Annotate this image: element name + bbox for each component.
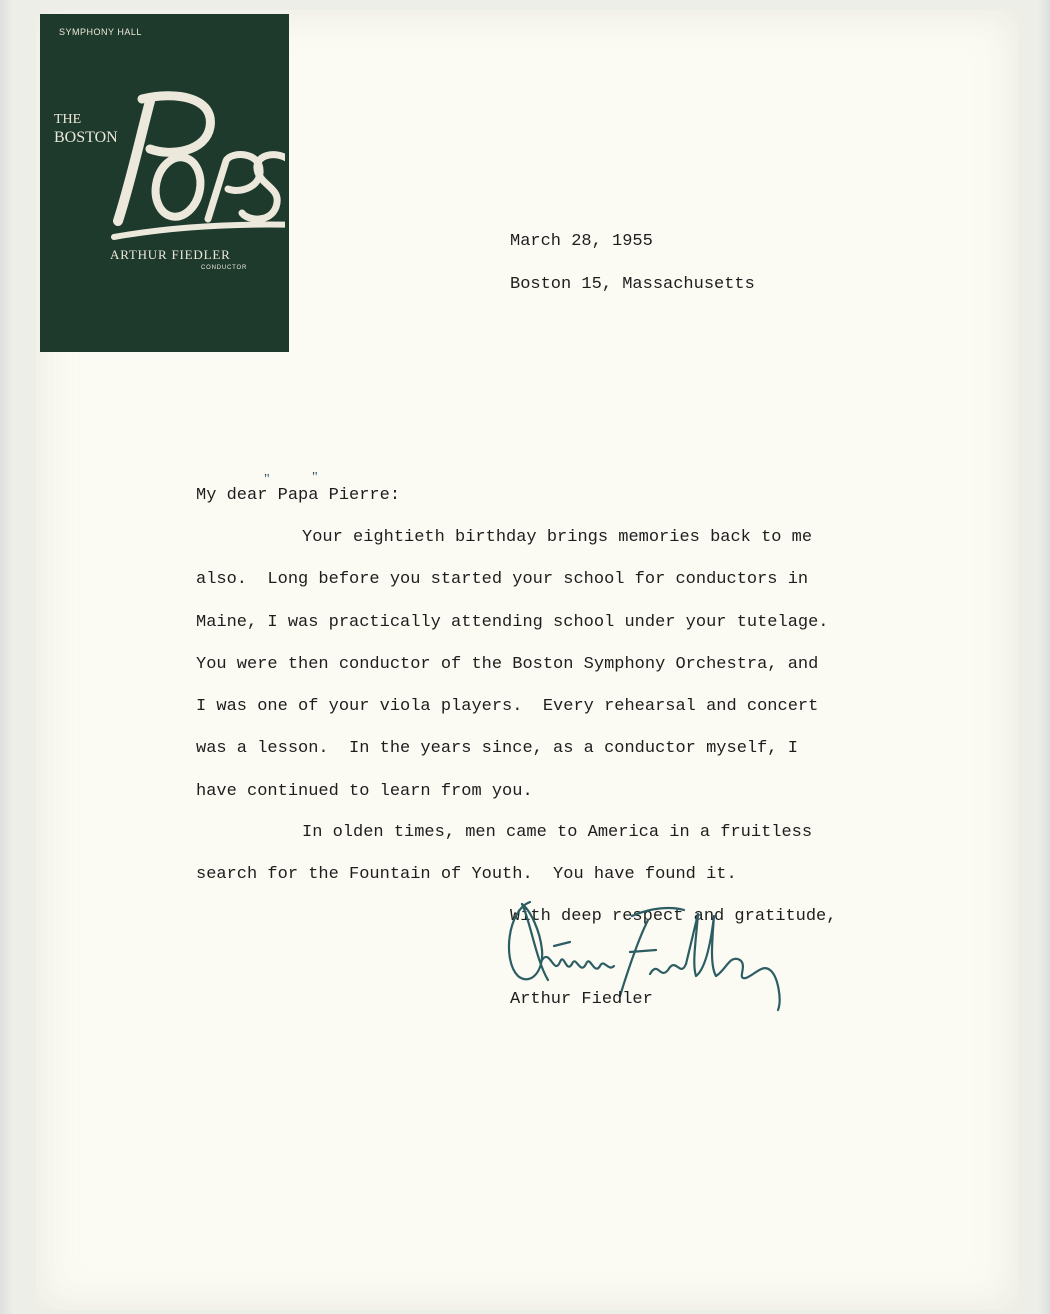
letterhead-conductor-name: ARTHUR FIEDLER	[110, 247, 231, 262]
sleeve-edge-right	[1036, 0, 1050, 1314]
sleeve-edge-left	[0, 0, 14, 1314]
handwritten-open-quote: "	[264, 472, 270, 487]
pops-logo	[80, 89, 285, 249]
body-line-6: was a lesson. In the years since, as a conductor myself, I	[196, 739, 798, 758]
handwritten-close-quote: "	[312, 470, 318, 485]
letterhead-boston: BOSTON	[54, 129, 118, 146]
letter-location: Boston 15, Massachusetts	[510, 275, 755, 294]
body-line-5: I was one of your viola players. Every rehearsal and concert	[196, 697, 819, 716]
letterhead-the: THE	[54, 112, 82, 127]
closing: With deep respect and gratitude,	[510, 907, 837, 926]
letterhead-venue: SYMPHONY HALL	[59, 27, 142, 37]
letterhead-conductor-title: CONDUCTOR	[201, 265, 248, 271]
body-line-1: Your eightieth birthday brings memories back to me	[302, 528, 813, 547]
letterhead	[40, 14, 289, 352]
salutation: My dear Papa Pierre:	[196, 486, 401, 505]
body-line-3: Maine, I was practically attending school under your tutelage.	[196, 613, 829, 632]
body-line-4: You were then conductor of the Boston Symphony Orchestra, and	[196, 655, 819, 674]
signer-name: Arthur Fiedler	[510, 990, 653, 1009]
body-line-7: have continued to learn from you.	[196, 782, 533, 801]
letter-date: March 28, 1955	[510, 232, 653, 251]
body-line-2: also. Long before you started your school for conductors in	[196, 570, 809, 589]
body-line-9: search for the Fountain of Youth. You have found it.	[196, 865, 737, 884]
body-line-8: In olden times, men came to America in a fruitless	[302, 823, 813, 842]
